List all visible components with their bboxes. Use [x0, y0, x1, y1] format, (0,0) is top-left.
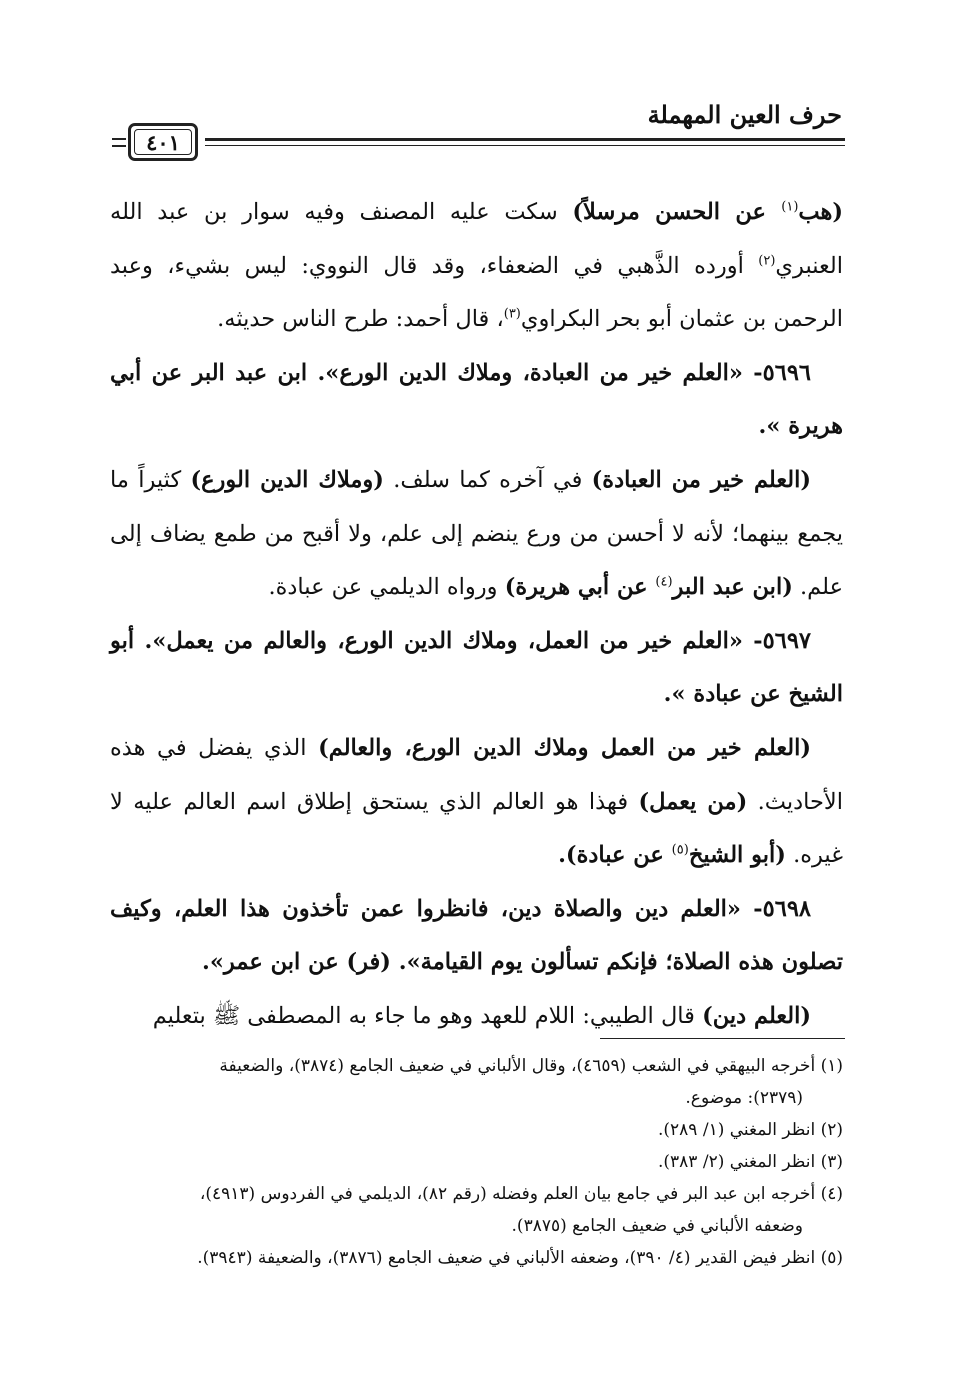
- bold-text: (العلم خير من العبادة): [591, 466, 811, 493]
- footnote: [110, 1242, 843, 1274]
- hadith-entry: [110, 347, 843, 454]
- main-text: [110, 186, 843, 1044]
- bold-text: (العلم دين): [702, 1002, 811, 1029]
- page-number-box: [128, 123, 198, 161]
- bold-text: (هب: [798, 199, 843, 225]
- footnote-continuation: وضعفه الألباني في ضعيف الجامع (٣٨٧٥).: [511, 1216, 803, 1236]
- footnote-label: (١): [820, 1056, 843, 1076]
- footnote-marker: (٣): [503, 306, 521, 322]
- bold-text: عن عبادة).: [558, 842, 672, 869]
- text-run: ، قال أحمد: طرح الناس حديثه.: [217, 306, 504, 333]
- header-tick-bottom: [112, 145, 126, 147]
- footnote: [110, 1178, 843, 1210]
- bold-text: (وملاك الدين الورع): [190, 466, 384, 493]
- footnote-text: أخرجه ابن عبد البر في جامع بيان العلم وفضله (رقم ٨٢)، الديلمي في الفردوس (٤٩١٣)،: [199, 1184, 816, 1204]
- footnote-text: أخرجه البيهقي في الشعب (٤٦٥٩)، وقال الألباني في ضعيف الجامع (٣٨٧٤)، والضعيفة: [219, 1056, 816, 1076]
- footnote: [110, 1114, 843, 1146]
- header-rule-thin: [205, 145, 845, 146]
- commentary-paragraph: [110, 454, 843, 615]
- text-run: ورواه الديلمي عن عبادة.: [268, 574, 505, 601]
- bold-text: ٥٦٩٧- «العلم خير من العمل، وملاك الدين الورع، والعالم من يعمل». أبو الشيخ عن عبادة ».: [110, 627, 843, 708]
- chapter-title: حرف العين المهملة: [647, 100, 842, 129]
- text-run: أورده الذَّهبي في الضعفاء، وقد قال النووي: ليس بشيء، وعبد الرحمن بن عثمان أبو بحر البكراوي: [110, 252, 843, 333]
- hadith-entry: [110, 615, 843, 722]
- footnote-separator: [600, 1038, 845, 1039]
- footnote-text: انظر المغني (٢/ ٣٨٣).: [657, 1152, 816, 1172]
- footnotes: [110, 1050, 843, 1274]
- bold-text: (أبو الشيخ: [688, 842, 786, 869]
- header-rule-thick: [205, 138, 845, 141]
- bold-text: ٥٦٩٨- «العلم دين والصلاة دين، فانظروا عمن تأخذون هذا العلم، وكيف تصلون هذه الصلاة؛ فإنكم تسألون يوم القيامة». (فر) عن ابن عمر».: [110, 895, 843, 976]
- text-run: فهذا هو العالم الذي يستحق إطلاق اسم العالم عليه لا غيره.: [110, 788, 843, 869]
- bold-text: عن أبي هريرة): [504, 574, 656, 601]
- footnote-marker: (٥): [671, 842, 689, 858]
- footnote-text: انظر المغني (١/ ٢٨٩).: [657, 1120, 816, 1140]
- bold-text: (من يعمل): [638, 788, 748, 815]
- text-run: كثيراً ما يجمع بينهما؛ لأنه لا أحسن من ورع ينضم إلى علم، ولا أقبح من طمع يضاف إلى علم.: [110, 466, 843, 601]
- footnote-marker: (١): [781, 199, 799, 215]
- footnote-label: (٥): [820, 1248, 843, 1268]
- footnote-continuation: (٢٣٧٩): موضوع.: [685, 1088, 803, 1108]
- page-number: ٤٠١: [146, 129, 180, 155]
- text-run: قال الطيبي: اللام للعهد وهو ما جاء به المصطفى ﷺ بتعليم: [152, 1002, 703, 1029]
- text-run: الذي يفضل في هذه الأحاديث.: [110, 734, 844, 815]
- footnote-label: (٤): [820, 1184, 843, 1204]
- text-run: في آخره كما سلف.: [383, 466, 592, 493]
- text-run: سكت عليه المصنف وفيه سوار بن عبد الله العنبري: [110, 199, 843, 279]
- footnote-label: (٣): [820, 1152, 843, 1172]
- footnote: [110, 1050, 843, 1082]
- bold-text: (العلم خير من العمل وملاك الدين الورع، والعالم): [318, 734, 811, 761]
- bold-text: ٥٦٩٦- «العلم خير من العبادة، وملاك الدين الورع». ابن عبد البر عن أبي هريرة ».: [110, 359, 843, 440]
- header-tick-top: [112, 138, 126, 140]
- footnote: [110, 1146, 843, 1178]
- hadith-entry: [110, 883, 843, 990]
- footnote-label: (٢): [820, 1120, 843, 1140]
- footnote-text: انظر فيض القدير (٤/ ٣٩٠)، وضعفه الألباني في ضعيف الجامع (٣٨٧٦)، والضعيفة (٣٩٤٣).: [197, 1248, 816, 1268]
- commentary-paragraph: [110, 722, 843, 883]
- bold-text: عن الحسن مرسلاً): [572, 199, 782, 225]
- footnote-marker: (٤): [655, 574, 673, 590]
- bold-text: (ابن عبد البر: [672, 574, 793, 601]
- commentary-paragraph: [110, 990, 843, 1044]
- commentary-paragraph: [110, 186, 843, 347]
- footnote-marker: (٢): [758, 253, 776, 269]
